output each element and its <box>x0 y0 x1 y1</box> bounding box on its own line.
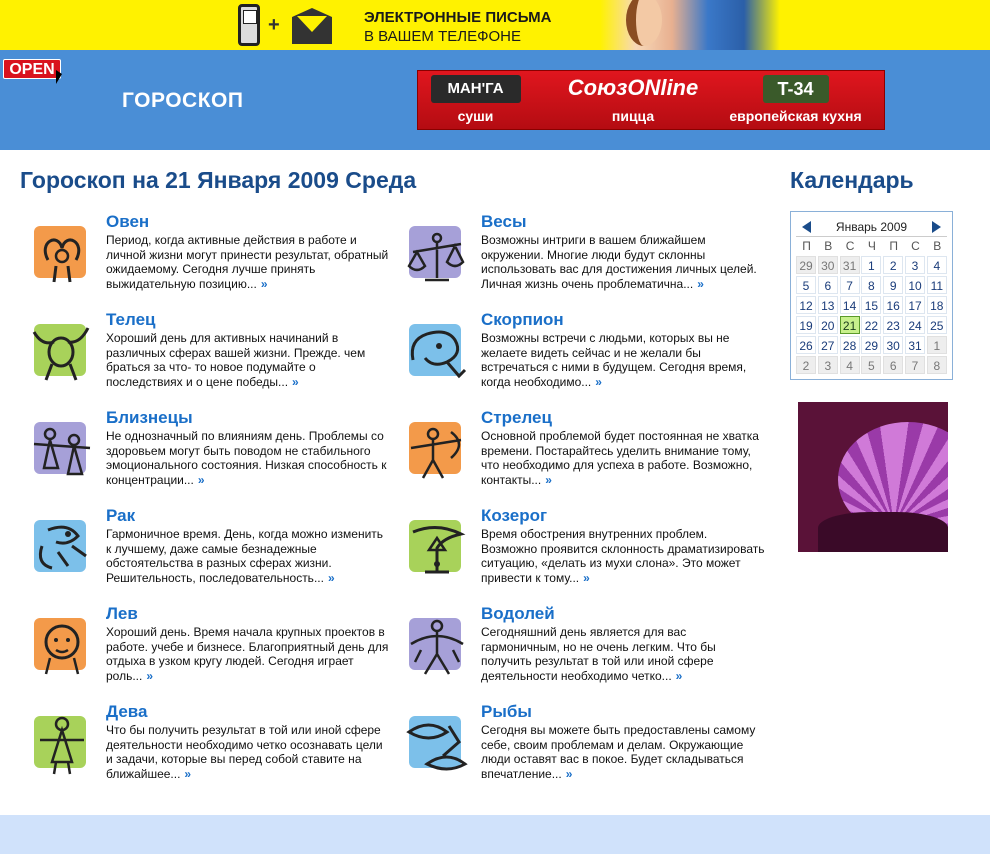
page-heading: Гороскоп на 21 Января 2009 Среда <box>20 167 417 193</box>
calendar-day-today[interactable]: 21 <box>840 316 860 334</box>
weekday-label: П <box>889 239 898 253</box>
scorpio-icon[interactable] <box>403 320 461 378</box>
calendar-day[interactable]: 20 <box>818 316 838 334</box>
ad-caption-sushi: суши <box>457 108 494 124</box>
aries-icon[interactable] <box>28 222 86 280</box>
sign-name[interactable]: Козерог <box>481 506 548 525</box>
sign-description-text: Время обострения внутренних проблем. Возможно проявится склонность драматизировать ситуацию, «делать из мухи слона». Это может привести к тому... <box>481 527 765 585</box>
horoscope-item <box>395 506 765 596</box>
calendar-day[interactable]: 18 <box>927 296 947 314</box>
calendar-day[interactable]: 31 <box>840 256 860 274</box>
sign-description <box>106 527 390 585</box>
sign-name[interactable]: Весы <box>481 212 527 231</box>
read-more-link[interactable]: » <box>260 276 268 291</box>
banner-line-1: ЭЛЕКТРОННЫЕ ПИСЬМА <box>364 9 552 26</box>
sign-description-text: Сегодня вы можете быть предоставлены самому себе, своим проблемам и делам. Окружающие люди оставят вас в покое. Будет складываться впечатление... <box>481 723 756 781</box>
site-title[interactable]: ГОРОСКОП <box>122 89 244 112</box>
sign-description-text: Что бы получить результат в той или иной сфере деятельности необходимо четко осознавать цели и задачи, которые вы перед собой ставите на ближайшее... <box>106 723 383 781</box>
calendar-day[interactable]: 6 <box>883 356 903 374</box>
calendar-day[interactable]: 24 <box>905 316 925 334</box>
ad-caption-european: европейская кухня <box>729 108 862 124</box>
calendar-day[interactable]: 19 <box>796 316 816 334</box>
sign-name[interactable]: Близнецы <box>106 408 193 427</box>
calendar-day[interactable]: 2 <box>796 356 816 374</box>
cancer-icon[interactable] <box>28 516 86 574</box>
plus-icon: + <box>268 14 280 36</box>
horoscope-item <box>20 604 390 694</box>
calendar-day[interactable]: 4 <box>840 356 860 374</box>
sign-glyph <box>28 712 94 778</box>
calendar-day[interactable]: 4 <box>927 256 947 274</box>
top-ad-banner[interactable] <box>0 0 990 50</box>
taurus-icon[interactable] <box>28 320 86 378</box>
horoscope-item <box>20 310 390 400</box>
ad-sushi[interactable] <box>428 71 523 129</box>
ad-logo-manga: MAH'ГА <box>431 75 521 103</box>
sign-name[interactable]: Овен <box>106 212 150 231</box>
horoscope-item <box>395 702 765 792</box>
calendar-day[interactable]: 23 <box>883 316 903 334</box>
next-month-arrow-icon[interactable] <box>932 221 941 233</box>
sagittarius-icon[interactable] <box>403 418 461 476</box>
capricorn-icon[interactable] <box>403 516 461 574</box>
pisces-icon[interactable] <box>403 712 461 770</box>
calendar-day[interactable]: 30 <box>883 336 903 354</box>
read-more-link[interactable]: » <box>184 766 192 781</box>
footer-bar <box>0 815 990 854</box>
sign-description <box>106 331 390 389</box>
sign-description <box>106 429 390 487</box>
calendar-heading: Календарь <box>790 167 914 193</box>
sign-name[interactable]: Лев <box>106 604 138 623</box>
sign-glyph <box>28 418 94 484</box>
read-more-link[interactable]: » <box>197 472 205 487</box>
gemini-icon[interactable] <box>28 418 86 476</box>
open-badge[interactable]: OPEN <box>3 59 61 79</box>
sign-description <box>481 723 765 781</box>
sign-glyph <box>28 516 94 582</box>
sign-name[interactable]: Стрелец <box>481 408 552 427</box>
sign-glyph <box>28 320 94 386</box>
sign-name[interactable]: Дева <box>106 702 148 721</box>
calendar-day[interactable]: 17 <box>905 296 925 314</box>
calendar-day[interactable]: 10 <box>905 276 925 294</box>
calendar-day[interactable]: 5 <box>796 276 816 294</box>
leo-icon[interactable] <box>28 614 86 672</box>
calendar-day[interactable]: 8 <box>927 356 947 374</box>
calendar-day[interactable]: 26 <box>796 336 816 354</box>
sign-glyph <box>403 418 469 484</box>
banner-line-2: В ВАШЕМ ТЕЛЕФОНЕ <box>364 28 522 45</box>
sign-glyph <box>403 222 469 288</box>
cursor-icon <box>56 70 62 84</box>
weekday-label: В <box>824 239 833 253</box>
calendar-day[interactable]: 16 <box>883 296 903 314</box>
calendar-day[interactable]: 27 <box>818 336 838 354</box>
envelope-icon <box>292 8 332 44</box>
calendar-day[interactable]: 29 <box>861 336 881 354</box>
sign-description-text: Сегодняшний день является для вас гармоничным, но не очень легким. Что бы получить результат в той или иной сфере деятельности необходимо четко... <box>481 625 716 683</box>
sign-description-text: Период, когда активные действия в работе и личной жизни могут принести результат, обратный ожидаемому. Сегодня лучше принять выжидательную позицию... <box>106 233 389 291</box>
read-more-link[interactable]: » <box>146 668 154 683</box>
calendar-day[interactable]: 3 <box>818 356 838 374</box>
sign-glyph <box>403 320 469 386</box>
sign-glyph <box>403 516 469 582</box>
read-more-link[interactable]: » <box>292 374 299 389</box>
read-more-link[interactable]: » <box>697 276 704 291</box>
sign-glyph <box>403 712 469 778</box>
virgo-icon[interactable] <box>28 712 86 770</box>
calendar-day[interactable]: 3 <box>905 256 925 274</box>
sign-glyph <box>28 614 94 680</box>
sign-name[interactable]: Водолей <box>481 604 555 623</box>
sign-description-text: Возможны интриги в вашем ближайшем окружении. Многие люди будут склонны использовать вас для достижения личных целей. Личная жизнь очень проблематична... <box>481 233 757 291</box>
calendar-month: Январь 2009 <box>835 220 908 234</box>
calendar-day[interactable]: 11 <box>927 276 947 294</box>
calendar-day[interactable]: 12 <box>796 296 816 314</box>
sign-name[interactable]: Телец <box>106 310 156 329</box>
sign-description <box>106 233 390 291</box>
horoscope-item <box>20 212 390 302</box>
calendar-day[interactable]: 28 <box>840 336 860 354</box>
weekday-label: В <box>933 239 942 253</box>
sign-description <box>481 233 765 291</box>
sign-description <box>481 527 765 585</box>
sign-description <box>106 723 390 781</box>
read-more-link[interactable]: » <box>675 668 683 683</box>
calendar-day[interactable]: 1 <box>861 256 881 274</box>
sign-description <box>481 429 765 487</box>
horoscope-item <box>395 212 765 302</box>
sign-name[interactable]: Рыбы <box>481 702 532 721</box>
calendar-day[interactable]: 30 <box>818 256 838 274</box>
read-more-link[interactable]: » <box>565 766 573 781</box>
calendar-day[interactable]: 29 <box>796 256 816 274</box>
horoscope-item <box>395 604 765 694</box>
calendar-day[interactable]: 6 <box>818 276 838 294</box>
libra-icon[interactable] <box>403 222 461 280</box>
sign-description-text: Хороший день. Время начала крупных проектов в работе. учебе и бизнесе. Благоприятный день для отдыха в узком кругу людей. Сегодня играет роль... <box>106 625 389 683</box>
calendar-day[interactable]: 5 <box>861 356 881 374</box>
ad-logo-t34: T-34 <box>763 75 829 103</box>
horoscope-item <box>20 506 390 596</box>
calendar-day[interactable]: 9 <box>883 276 903 294</box>
horoscope-item <box>20 702 390 792</box>
sign-glyph <box>28 222 94 288</box>
promo-crowd <box>818 512 948 552</box>
calendar-header <box>796 217 947 237</box>
ad-european[interactable] <box>713 71 878 129</box>
prev-month-arrow-icon[interactable] <box>802 221 811 233</box>
ad-pizza[interactable] <box>563 71 703 129</box>
aquarius-icon[interactable] <box>403 614 461 672</box>
promo-image[interactable] <box>798 402 948 552</box>
calendar-day[interactable]: 7 <box>905 356 925 374</box>
sign-description-text: Хороший день для активных начинаний в различных сферах вашей жизни. Прежде. чем браться за что- то новое подумайте о последствиях и о цене победы... <box>106 331 366 389</box>
calendar-weekdays <box>796 239 947 255</box>
horoscope-item <box>395 408 765 498</box>
calendar-day[interactable]: 1 <box>927 336 947 354</box>
restaurant-ad-banner[interactable] <box>417 70 885 130</box>
calendar-day[interactable]: 13 <box>818 296 838 314</box>
calendar-day[interactable]: 25 <box>927 316 947 334</box>
calendar-day[interactable]: 7 <box>840 276 860 294</box>
sign-glyph <box>403 614 469 680</box>
calendar-widget <box>790 211 953 380</box>
calendar-day[interactable]: 31 <box>905 336 925 354</box>
sign-description <box>481 625 765 683</box>
sign-description-text: Основной проблемой будет постоянная не хватка времени. Постарайтесь уделить внимание тому, что необходимо для успеха в работе. Возможно, контакты... <box>481 429 759 487</box>
sign-description <box>106 625 390 683</box>
ad-caption-pizza: пицца <box>611 108 655 124</box>
read-more-link[interactable]: » <box>595 374 602 389</box>
horoscope-item <box>20 408 390 498</box>
weekday-label: С <box>845 239 855 253</box>
sign-name[interactable]: Рак <box>106 506 136 525</box>
phone-icon <box>238 4 260 46</box>
calendar-day[interactable]: 2 <box>883 256 903 274</box>
read-more-link[interactable]: » <box>545 472 552 487</box>
ad-logo-soyuz: СоюзONline <box>567 75 699 100</box>
weekday-label: П <box>802 239 811 253</box>
sign-name[interactable]: Скорпион <box>481 310 564 329</box>
read-more-link[interactable]: » <box>583 570 590 585</box>
weekday-label: Ч <box>867 239 876 253</box>
sign-description-text: Не однозначный по влияниям день. Проблемы со здоровьем могут быть поводом не стабильного эмоционального состояния. Низкая способность к концентрации... <box>106 429 387 487</box>
calendar-day[interactable]: 22 <box>861 316 881 334</box>
sign-description-text: Гармоничное время. День, когда можно изменить к лучшему, даже самые безнадежные обстоятельства в разных сферах жизни. Решительность, последовательность... <box>106 527 384 585</box>
calendar-day[interactable]: 15 <box>861 296 881 314</box>
weekday-label: С <box>911 239 920 253</box>
read-more-link[interactable]: » <box>327 570 335 585</box>
horoscope-item <box>395 310 765 400</box>
calendar-day[interactable]: 14 <box>840 296 860 314</box>
site-header <box>0 50 990 150</box>
sign-description <box>481 331 765 389</box>
sign-description-text: Возможны встречи с людьми, которых вы не желаете видеть сейчас и не желали бы встречаться с ними в будущем. Сегодня время, когда необходимо... <box>481 331 747 389</box>
calendar-day[interactable]: 8 <box>861 276 881 294</box>
